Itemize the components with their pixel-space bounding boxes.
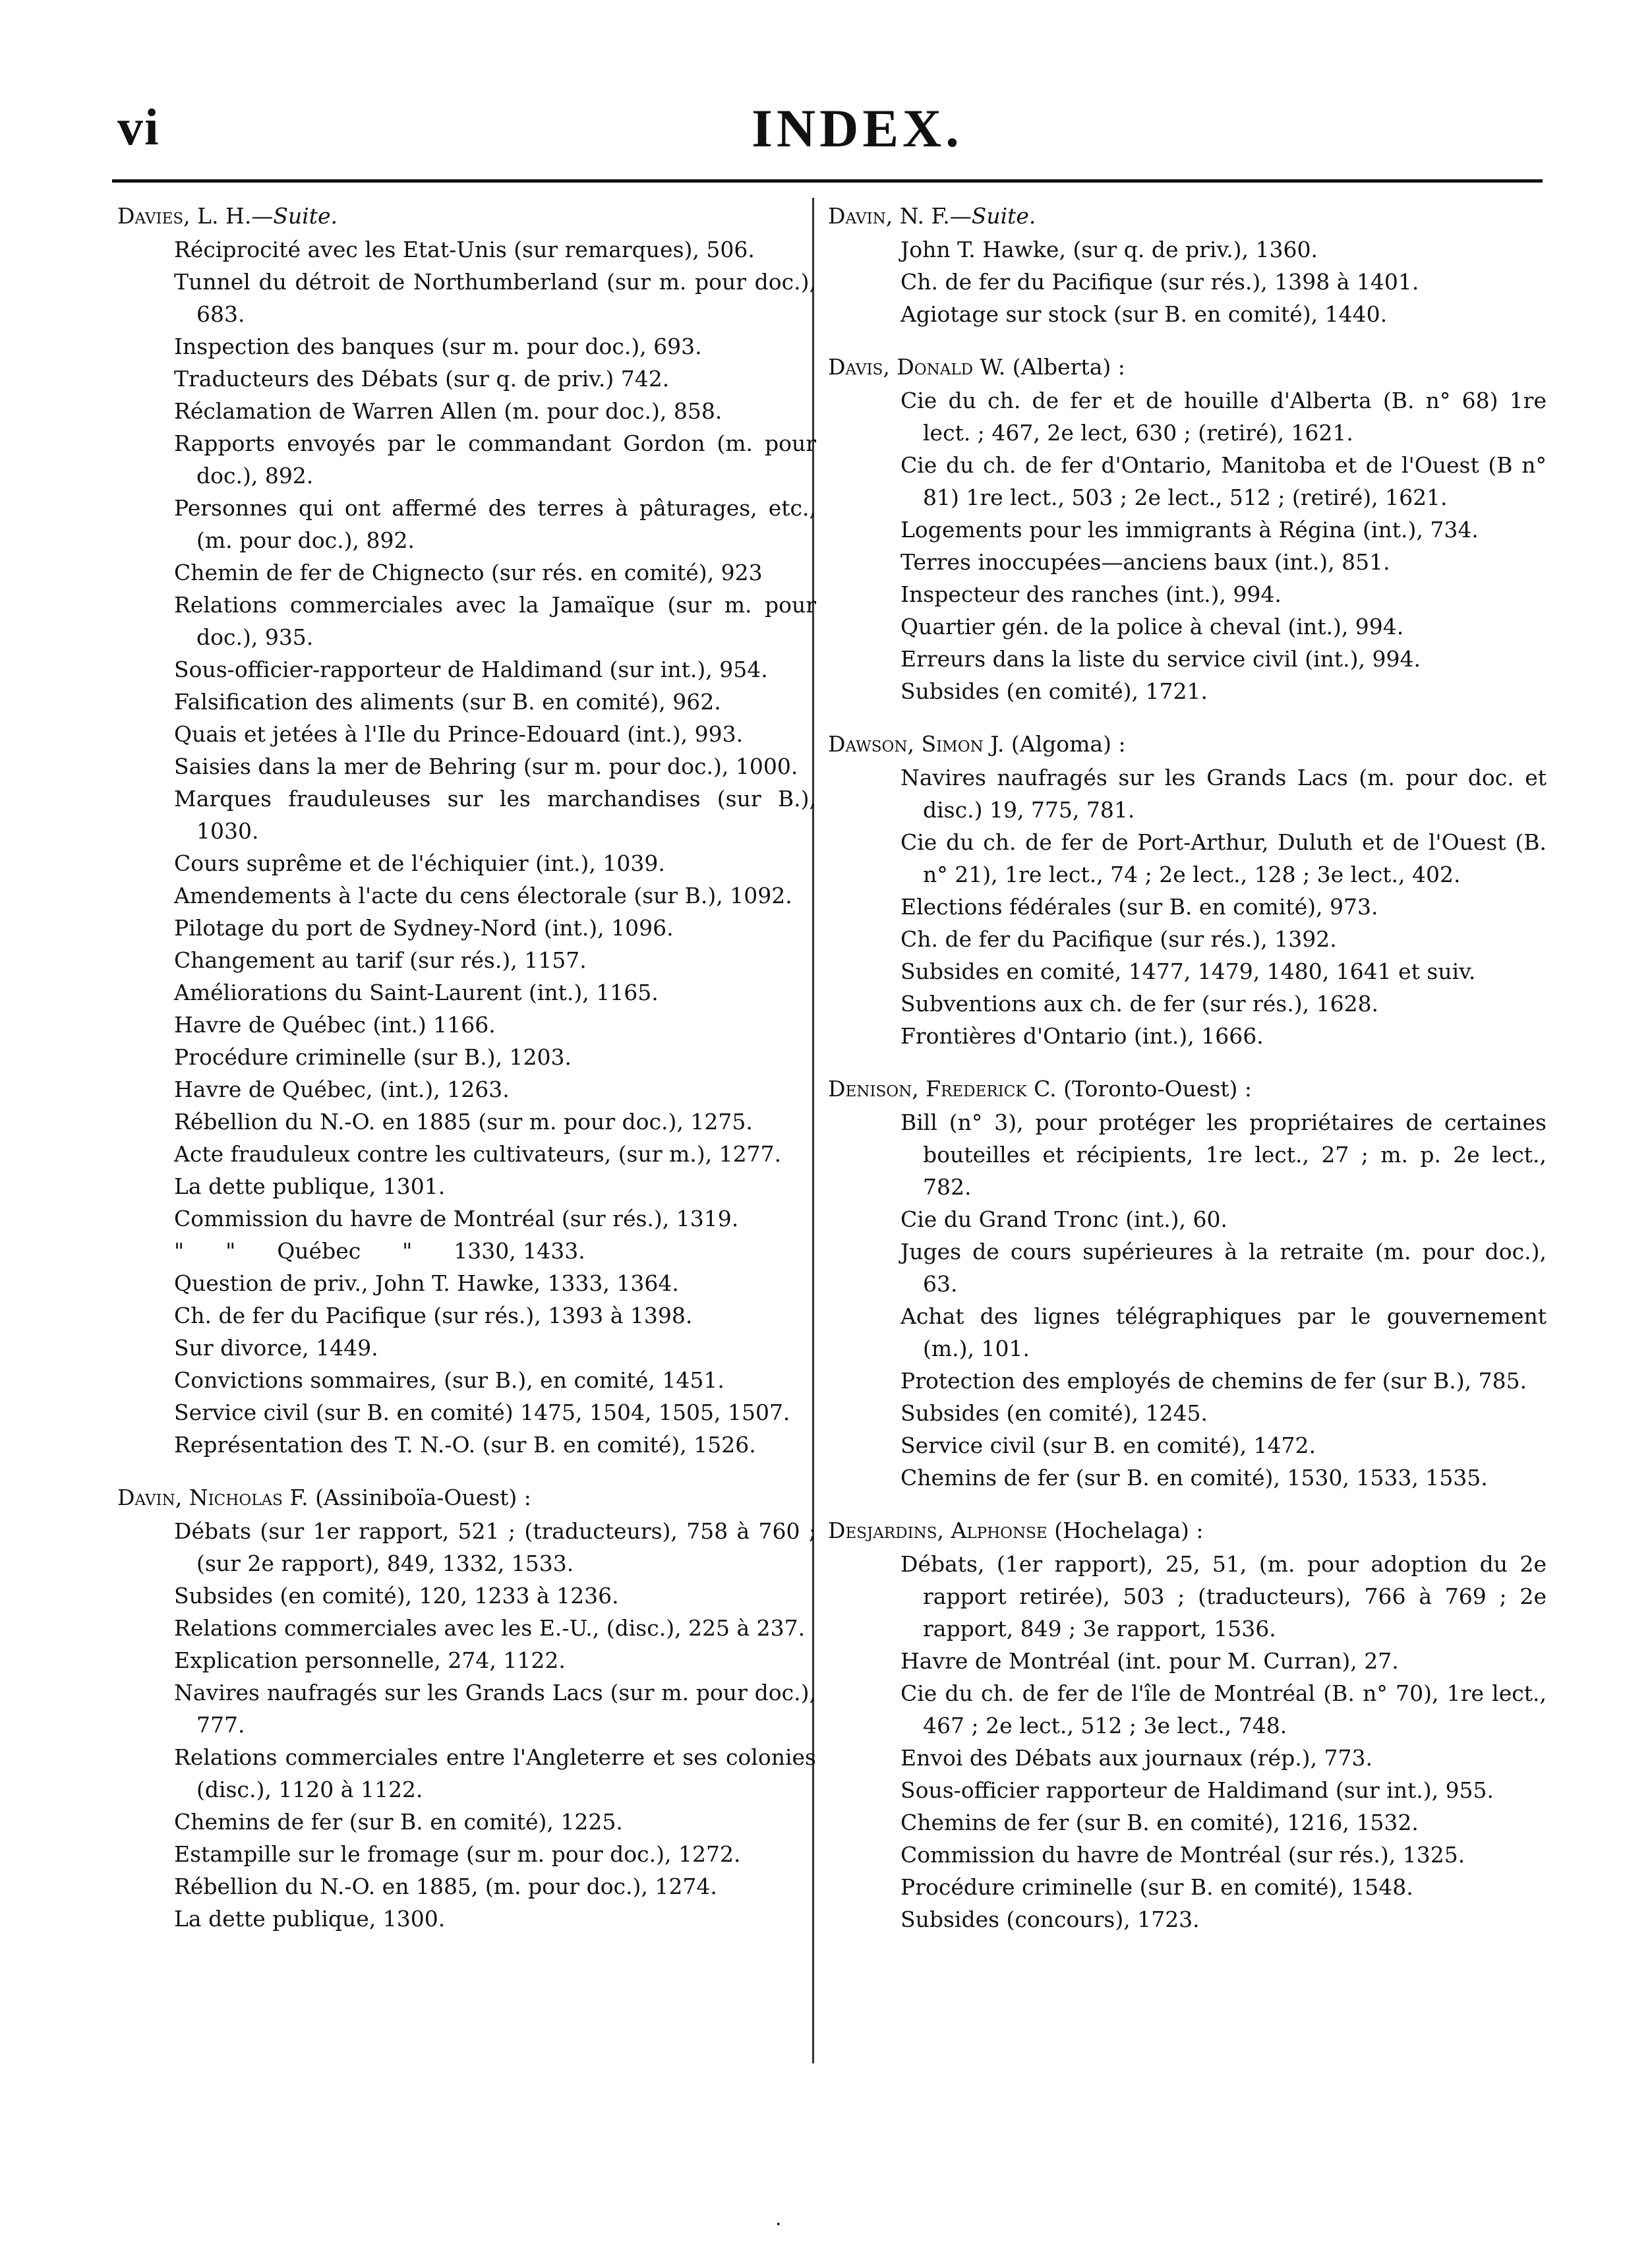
- reference-line: La dette publique, 1300.: [174, 1906, 446, 1932]
- entry-name: Davin, N. F.: [828, 203, 950, 229]
- entry-name: Davies, L. H.: [117, 203, 252, 229]
- entry-separator: [1047, 1518, 1055, 1543]
- reference-line: Chemins de fer (sur B. en comité), 1216, 1532.: [900, 1810, 1419, 1835]
- reference-line: Estampille sur le fromage (sur m. pour doc.), 1272.: [174, 1841, 741, 1867]
- reference-line: Subsides (en comité), 1245.: [900, 1400, 1208, 1426]
- reference-line: Procédure criminelle (sur B.), 1203.: [174, 1044, 572, 1070]
- index-entry: [828, 1072, 1547, 1494]
- reference-line: Traducteurs des Débats (sur q. de priv.) 742.: [174, 366, 670, 392]
- reference-line: Subventions aux ch. de fer (sur rés.), 1628.: [900, 991, 1379, 1017]
- reference-line: Amendements à l'acte du cens électorale (sur B.), 1092.: [174, 883, 792, 908]
- reference-line: Personnes qui ont affermé des terres à pâturages, etc., (m. pour doc.), 892.: [174, 495, 816, 553]
- reference-line: Cie du Grand Tronc (int.), 60.: [900, 1206, 1228, 1232]
- reference-line: La dette publique, 1301.: [174, 1173, 446, 1199]
- entry-riding: (Hochelaga) :: [1054, 1518, 1204, 1543]
- entry-heading: [828, 199, 1547, 233]
- reference-line: Relations commerciales avec la Jamaïque (sur m. pour doc.), 935.: [174, 592, 816, 650]
- reference-line: Convictions sommaires, (sur B.), en comité, 1451.: [174, 1367, 724, 1393]
- reference-line: Cours suprême et de l'échiquier (int.), 1039.: [174, 850, 665, 876]
- entry-references: [828, 233, 1547, 330]
- entry-heading: [828, 727, 1547, 761]
- reference-line: Elections fédérales (sur B. en comité), 973.: [900, 894, 1378, 920]
- reference-line: Havre de Québec, (int.), 1263.: [174, 1077, 510, 1102]
- entry-references: [828, 1548, 1547, 1936]
- entry-separator: —: [949, 203, 972, 229]
- reference-line: Havre de Québec (int.) 1166.: [174, 1012, 496, 1038]
- reference-line: Cie du ch. de fer de Port-Arthur, Duluth et de l'Ouest (B. n° 21), 1re lect., 74 ; 2e lect., 128 ; 3e lect., 402.: [900, 829, 1547, 887]
- entry-name: Davin, Nicholas F.: [117, 1485, 309, 1510]
- entry-separator: —: [251, 203, 274, 229]
- reference-line: Erreurs dans la liste du service civil (int.), 994.: [900, 646, 1421, 672]
- reference-line: Question de priv., John T. Hawke, 1333, 1364.: [174, 1270, 679, 1296]
- entry-heading: [828, 1514, 1547, 1548]
- index-entry: [828, 1514, 1547, 1936]
- reference-line: Représentation des T. N.-O. (sur B. en comité), 1526.: [174, 1432, 756, 1458]
- reference-line: Réciprocité avec les Etat-Unis (sur remarques), 506.: [174, 237, 755, 262]
- reference-line: Commission du havre de Montréal (sur rés.), 1319.: [174, 1206, 739, 1231]
- reference-line: Relations commerciales entre l'Angleterre et ses colonies (disc.), 1120 à 1122.: [174, 1744, 816, 1802]
- reference-line: Cie du ch. de fer de l'île de Montréal (B. n° 70), 1re lect., 467 ; 2e lect., 512 ; 3e lect., 748.: [900, 1680, 1547, 1738]
- reference-line: Subsides (en comité), 1721.: [900, 678, 1208, 704]
- reference-line: Marques frauduleuses sur les marchandises (sur B.), 1030.: [174, 786, 816, 844]
- entry-name: Desjardins, Alphonse: [828, 1518, 1047, 1543]
- reference-line: Ch. de fer du Pacifique (sur rés.), 1392.: [900, 926, 1337, 952]
- index-entry: [828, 199, 1547, 330]
- reference-line: Sous-officier rapporteur de Haldimand (sur int.), 955.: [900, 1777, 1494, 1803]
- reference-line: Inspecteur des ranches (int.), 994.: [900, 581, 1282, 607]
- entry-riding: (Algoma) :: [1011, 731, 1126, 757]
- reference-line: Rébellion du N.-O. en 1885 (sur m. pour doc.), 1275.: [174, 1109, 753, 1135]
- reference-line: Cie du ch. de fer et de houille d'Alberta (B. n° 68) 1re lect. ; 467, 2e lect, 630 ; (retiré), 1621.: [900, 388, 1547, 446]
- reference-line: Chemin de fer de Chignecto (sur rés. en comité), 923: [174, 560, 763, 585]
- reference-line: Achat des lignes télégraphiques par le gouvernement (m.), 101.: [900, 1303, 1547, 1361]
- entry-separator: [1005, 354, 1013, 380]
- reference-line: Subsides en comité, 1477, 1479, 1480, 1641 et suiv.: [900, 959, 1476, 984]
- entry-heading: [828, 350, 1547, 384]
- entry-riding: (Assiniboïa-Ouest) :: [315, 1485, 531, 1510]
- entry-separator: [309, 1485, 316, 1510]
- reference-line: Commission du havre de Montréal (sur rés.), 1325.: [900, 1842, 1465, 1868]
- reference-line: Navires naufragés sur les Grands Lacs (m. pour doc. et disc.) 19, 775, 781.: [900, 765, 1547, 823]
- entry-continued: Suite.: [971, 203, 1036, 229]
- reference-line: Service civil (sur B. en comité) 1475, 1504, 1505, 1507.: [174, 1400, 790, 1425]
- entry-riding: (Toronto-Ouest) :: [1063, 1076, 1253, 1102]
- reference-line: Juges de cours supérieures à la retraite (m. pour doc.), 63.: [900, 1239, 1547, 1297]
- reference-line: Service civil (sur B. en comité), 1472.: [900, 1433, 1316, 1458]
- entry-heading: [828, 1072, 1547, 1106]
- reference-line: Envoi des Débats aux journaux (rép.), 773.: [900, 1745, 1373, 1771]
- reference-line: Logements pour les immigrants à Régina (int.), 734.: [900, 517, 1479, 543]
- reference-line: Réclamation de Warren Allen (m. pour doc.), 858.: [174, 398, 723, 424]
- reference-line: Acte frauduleux contre les cultivateurs, (sur m.), 1277.: [174, 1141, 782, 1167]
- page-title: INDEX.: [752, 98, 963, 158]
- reference-line: Ch. de fer du Pacifique (sur rés.), 1398 à 1401.: [900, 269, 1419, 295]
- entry-references: [828, 761, 1547, 1052]
- reference-line: Protection des employés de chemins de fer (sur B.), 785.: [900, 1368, 1527, 1394]
- entry-references: [117, 233, 816, 1461]
- reference-line: Rébellion du N.-O. en 1885, (m. pour doc.), 1274.: [174, 1874, 717, 1899]
- footer-mark: .: [775, 2207, 782, 2230]
- reference-line: Débats, (1er rapport), 25, 51, (m. pour adoption du 2e rapport retirée), 503 ; (traducteurs), 766 à 769 ; 2e rapport, 849 ; 3e rapport, 1536.: [900, 1551, 1547, 1642]
- right-column: [828, 199, 1547, 1955]
- entry-riding: (Alberta) :: [1012, 354, 1125, 380]
- reference-line: Changement au tarif (sur rés.), 1157.: [174, 947, 587, 973]
- reference-line: Inspection des banques (sur m. pour doc.), 693.: [174, 334, 702, 359]
- reference-line: Pilotage du port de Sydney-Nord (int.), 1096.: [174, 915, 674, 941]
- reference-line: Explication personnelle, 274, 1122.: [174, 1647, 566, 1673]
- reference-line: Agiotage sur stock (sur B. en comité), 1440.: [900, 301, 1388, 327]
- reference-line: Quais et jetées à l'Ile du Prince-Edouard (int.), 993.: [174, 721, 744, 747]
- reference-line: Falsification des aliments (sur B. en comité), 962.: [174, 689, 721, 715]
- reference-line: Subsides (en comité), 120, 1233 à 1236.: [174, 1583, 619, 1609]
- reference-line: Chemins de fer (sur B. en comité), 1530, 1533, 1535.: [900, 1465, 1488, 1491]
- entry-separator: [1004, 731, 1011, 757]
- reference-line: Terres inoccupées—anciens baux (int.), 851.: [900, 549, 1390, 575]
- entry-name: Dawson, Simon J.: [828, 731, 1005, 757]
- reference-line: Rapports envoyés par le commandant Gordon (m. pour doc.), 892.: [174, 430, 816, 488]
- reference-line: Havre de Montréal (int. pour M. Curran), 27.: [900, 1648, 1399, 1674]
- reference-line: Tunnel du détroit de Northumberland (sur m. pour doc.), 683.: [174, 269, 816, 327]
- left-column: [117, 199, 816, 1955]
- reference-line: Saisies dans la mer de Behring (sur m. pour doc.), 1000.: [174, 754, 798, 779]
- reference-line: Procédure criminelle (sur B. en comité), 1548.: [900, 1874, 1413, 1900]
- reference-line: Navires naufragés sur les Grands Lacs (sur m. pour doc.), 777.: [174, 1680, 816, 1738]
- entry-references: [828, 1106, 1547, 1494]
- reference-line: Relations commerciales avec les E.-U., (disc.), 225 à 237.: [174, 1615, 806, 1641]
- reference-line: Améliorations du Saint-Laurent (int.), 1165.: [174, 980, 659, 1005]
- entry-heading: [117, 1481, 816, 1515]
- reference-line: Quartier gén. de la police à cheval (int.), 994.: [900, 614, 1404, 639]
- entry-name: Davis, Donald W.: [828, 354, 1006, 380]
- reference-line: Débats (sur 1er rapport, 521 ; (traducteurs), 758 à 760 ; (sur 2e rapport), 849, 1332, 1533.: [174, 1518, 816, 1576]
- index-entry: [828, 350, 1547, 707]
- reference-line: John T. Hawke, (sur q. de priv.), 1360.: [900, 237, 1318, 262]
- reference-line: " " Québec " 1330, 1433.: [174, 1238, 585, 1264]
- reference-line: Sous-officier-rapporteur de Haldimand (sur int.), 954.: [174, 657, 768, 682]
- index-entry: [117, 199, 816, 1461]
- entry-separator: [1057, 1076, 1064, 1102]
- entry-name: Denison, Frederick C.: [828, 1076, 1057, 1102]
- header-rule: [112, 179, 1543, 183]
- reference-line: Ch. de fer du Pacifique (sur rés.), 1393 à 1398.: [174, 1303, 693, 1328]
- reference-line: Sur divorce, 1449.: [174, 1335, 378, 1361]
- reference-line: Bill (n° 3), pour protéger les propriétaires de certaines bouteilles et récipients, 1re lect., 27 ; m. p. 2e lect., 782.: [900, 1109, 1547, 1200]
- reference-line: Subsides (concours), 1723.: [900, 1907, 1200, 1932]
- entry-references: [828, 384, 1547, 707]
- index-entry: [117, 1481, 816, 1935]
- entry-references: [117, 1515, 816, 1935]
- index-entry: [828, 727, 1547, 1052]
- entry-heading: [117, 199, 816, 233]
- reference-line: Cie du ch. de fer d'Ontario, Manitoba et de l'Ouest (B n° 81) 1re lect., 503 ; 2e lect., 512 ; (retiré), 1621.: [900, 452, 1547, 510]
- reference-line: Chemins de fer (sur B. en comité), 1225.: [174, 1809, 623, 1835]
- reference-line: Frontières d'Ontario (int.), 1666.: [900, 1023, 1264, 1049]
- page-number: vi: [117, 98, 160, 156]
- entry-continued: Suite.: [273, 203, 338, 229]
